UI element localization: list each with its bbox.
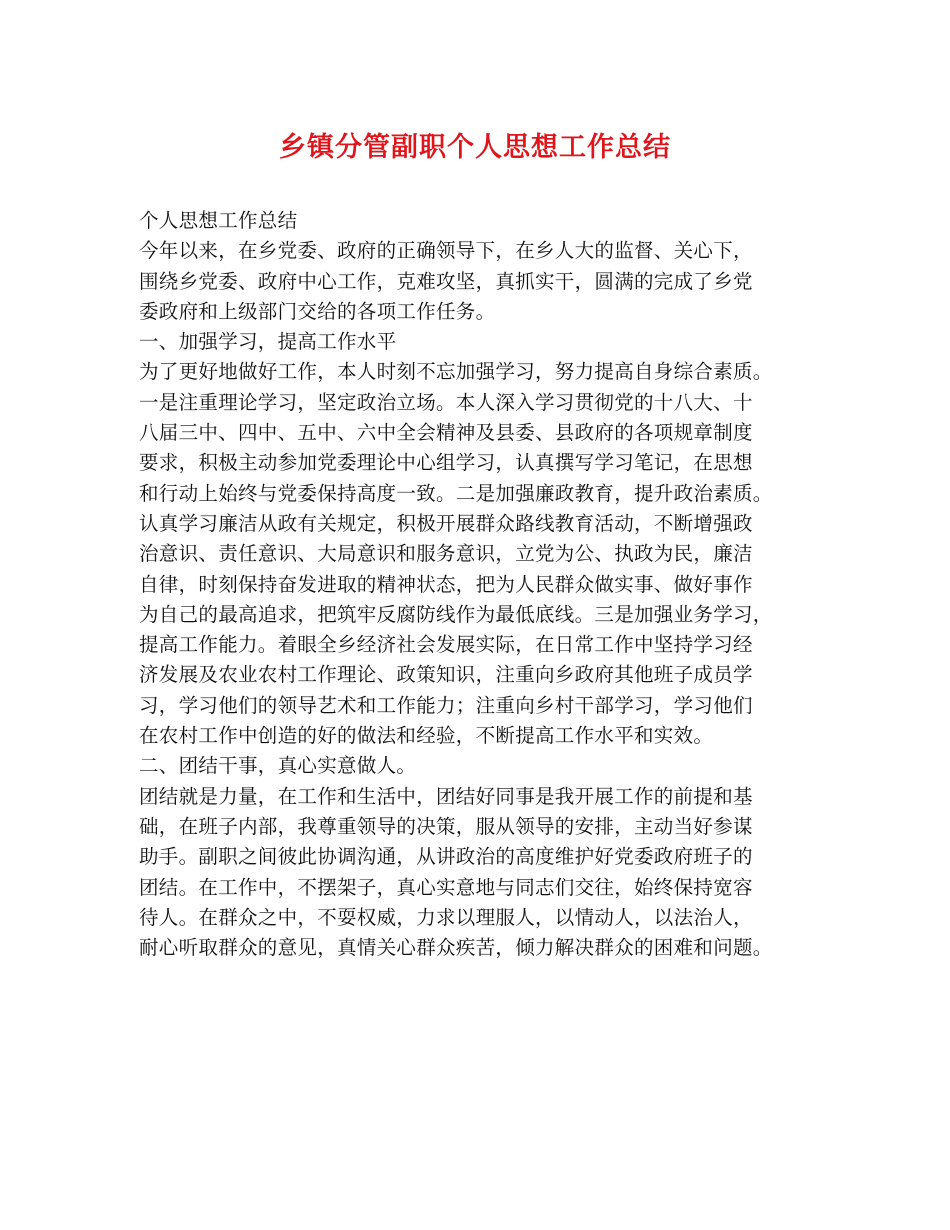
- section-heading: 二、团结干事，真心实意做人。: [139, 754, 417, 778]
- paragraph-line: 习，学习他们的领导艺术和工作能力；注重向乡村干部学习，学习他们: [139, 693, 753, 717]
- paragraph-line: 团结。在工作中，不摆架子，真心实意地与同志们交往，始终保持宽容: [139, 875, 753, 899]
- paragraph-line: 为自己的最高追求，把筑牢反腐防线作为最低底线。三是加强业务学习，: [139, 602, 773, 626]
- paragraph-line: 础，在班子内部，我尊重领导的决策，服从领导的安排，主动当好参谋: [139, 814, 753, 838]
- paragraph-line: 耐心听取群众的意见，真情关心群众疾苦，倾力解决群众的困难和问题。: [139, 936, 773, 960]
- paragraph-line: 要求，积极主动参加党委理论中心组学习，认真撰写学习笔记，在思想: [139, 451, 753, 475]
- paragraph-line: 自律，时刻保持奋发进取的精神状态，把为人民群众做实事、做好事作: [139, 572, 753, 596]
- paragraph-line: 个人思想工作总结: [139, 209, 298, 232]
- paragraph-line: 助手。副职之间彼此协调沟通，从讲政治的高度维护好党委政府班子的: [139, 845, 753, 869]
- section-heading: 一、加强学习，提高工作水平: [139, 330, 397, 354]
- document-title: 乡镇分管副职个人思想工作总结: [279, 132, 671, 163]
- paragraph-line: 为了更好地做好工作，本人时刻不忘加强学习，努力提高自身综合素质。: [139, 360, 773, 384]
- paragraph-line: 今年以来，在乡党委、政府的正确领导下，在乡人大的监督、关心下，: [139, 239, 753, 263]
- paragraph-line: 一是注重理论学习，坚定政治立场。本人深入学习贯彻党的十八大、十: [139, 390, 753, 414]
- paragraph-line: 团结就是力量，在工作和生活中，团结好同事是我开展工作的前提和基: [139, 784, 753, 808]
- paragraph-line: 委政府和上级部门交给的各项工作任务。: [139, 299, 496, 323]
- document-body: [139, 206, 829, 963]
- paragraph-line: 在农村工作中创造的好的做法和经验，不断提高工作水平和实效。: [139, 724, 714, 748]
- paragraph-line: 围绕乡党委、政府中心工作，克难攻坚，真抓实干，圆满的完成了乡党: [139, 269, 753, 293]
- paragraph-line: 提高工作能力。着眼全乡经济社会发展实际，在日常工作中坚持学习经: [139, 633, 753, 657]
- paragraph-line: 待人。在群众之中，不耍权威，力求以理服人，以情动人，以法治人，: [139, 905, 753, 929]
- paragraph-line: 治意识、责任意识、大局意识和服务意识，立党为公、执政为民，廉洁: [139, 542, 753, 566]
- paragraph-line: 认真学习廉洁从政有关规定，积极开展群众路线教育活动，不断增强政: [139, 511, 753, 535]
- paragraph-line: 济发展及农业农村工作理论、政策知识，注重向乡政府其他班子成员学: [139, 663, 753, 687]
- paragraph-line: 八届三中、四中、五中、六中全会精神及县委、县政府的各项规章制度: [139, 421, 753, 445]
- paragraph-line: 和行动上始终与党委保持高度一致。二是加强廉政教育，提升政治素质。: [139, 481, 773, 505]
